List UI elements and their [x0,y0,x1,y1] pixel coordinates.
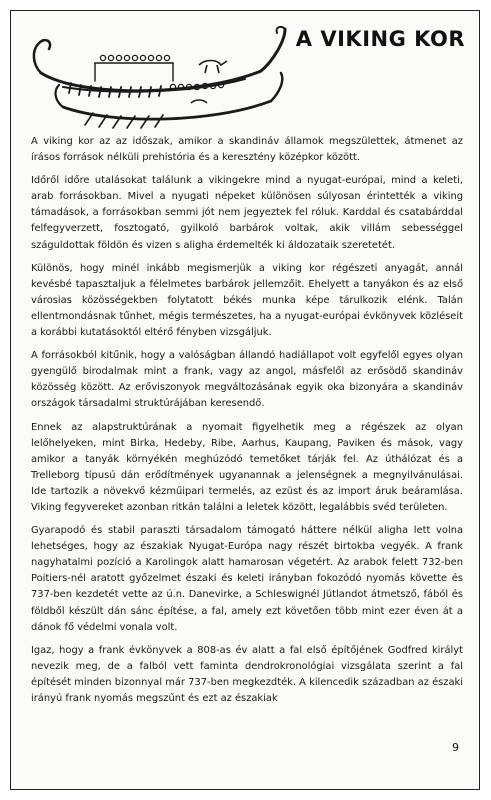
chapter-title: A VIKING KOR [295,27,465,51]
viking-ship-rock-carving-icon [23,21,288,131]
paragraph: A viking kor az az időszak, amikor a skandináv államok megszülettek, átmenet az írásos források nélküli prehistória és a keresztény középkor között. [31,136,463,164]
book-page [10,10,480,790]
body-text [31,134,463,714]
paragraph: Gyarapodó és stabil paraszti társadalom támogató háttere nélkül aligha lett volna lehetséges, hogy az északiak Nyugat-Európa nagy részét birtokba vegyék. A frank nagyhatalmi pozíció a Karolingok alatt hamarosan végetért. Az arabok felett 732-ben Poitiers-nél aratott győzelmet északi és keleti irányban fokozódó nyomás követte és 737-ben kezdetét vette az ú.n. Danevirke, a Schleswignél Jütlandot átmetsző, fából és földből készült dán sánc építése, a fal, amely ezt követően több mint ezer éven át a dánok fő védelmi vonala volt. [31,525,463,633]
paragraph: Különös, hogy minél inkább megismerjük a viking kor régészeti anyagát, annál kevésbé tapasztaljuk a félelmetes barbárok jellemzőit. Ehelyett a tanyákon és az első városias közösségekben folytatott békés munka képe tárulkozik elénk. Talán ellentmondásnak tűnhet, mégis természetes, ha a nyugat-európai évkönyvek közléseit a korábbi kutatásoktól eltérő fényben vizsgáljuk. [31,262,463,339]
paragraph: Igaz, hogy a frank évkönyvek a 808-as év alatt a fal első építőjének Godfred királyt nevezik meg, de a falból vett faminta dendrokronológiai vizsgálata szerint a fal építését minden bizonnyal már 737-ben megkezdték. A kilencedik században az északi irányú frank nyomás megszűnt és ezt az északiak [31,644,463,704]
paragraph: A forrásokból kitűnik, hogy a valóságban állandó hadiállapot volt egyfelől egyes olyan gyengülő birodalmak mint a frank, vagy az angol, másfelől az erősödő skandináv közösség között. Az erőviszonyok megváltozásának egyik oka bizonyára a skandináv országok társadalmi struktúrájában keresendő. [31,350,463,410]
paragraph: Időről időre utalásokat találunk a vikingekre mind a nyugat-európai, mind a keleti, arab forrásokban. Mivel a nyugati népeket különösen súlyosan érintették a viking támadások, a forrásokban semmi jót nem jegyeztek fel róluk. Karddal és csatabárddal felfegyverzett, fosztogató, gyilkoló barbárok voltak, akik villám sebességgel száguldottak földön és vizen s aligha érdemelték ki áldozataik szeretetét. [31,175,463,251]
page-number: 9 [452,741,459,754]
paragraph: Ennek az alapstruktúrának a nyomait figyelhetik meg a régészek az olyan lelőhelyeken, mint Birka, Hedeby, Ribe, Aarhus, Kaupang, Paviken és mások, vagy amikor a tanyák környékén meghúzódó temetőket tárják fel. Az úthálózat és a Trelleborg típusú dán erődítmények ugyanannak a jelenségnek a megnyilvánulásai. Ide tartozik a növekvő kézműipari termelés, az ezüst és az import áruk beáramlása. Viking fegyvereket azonban ritkán találni a leletek között, legalábbis svéd területen. [31,421,463,513]
